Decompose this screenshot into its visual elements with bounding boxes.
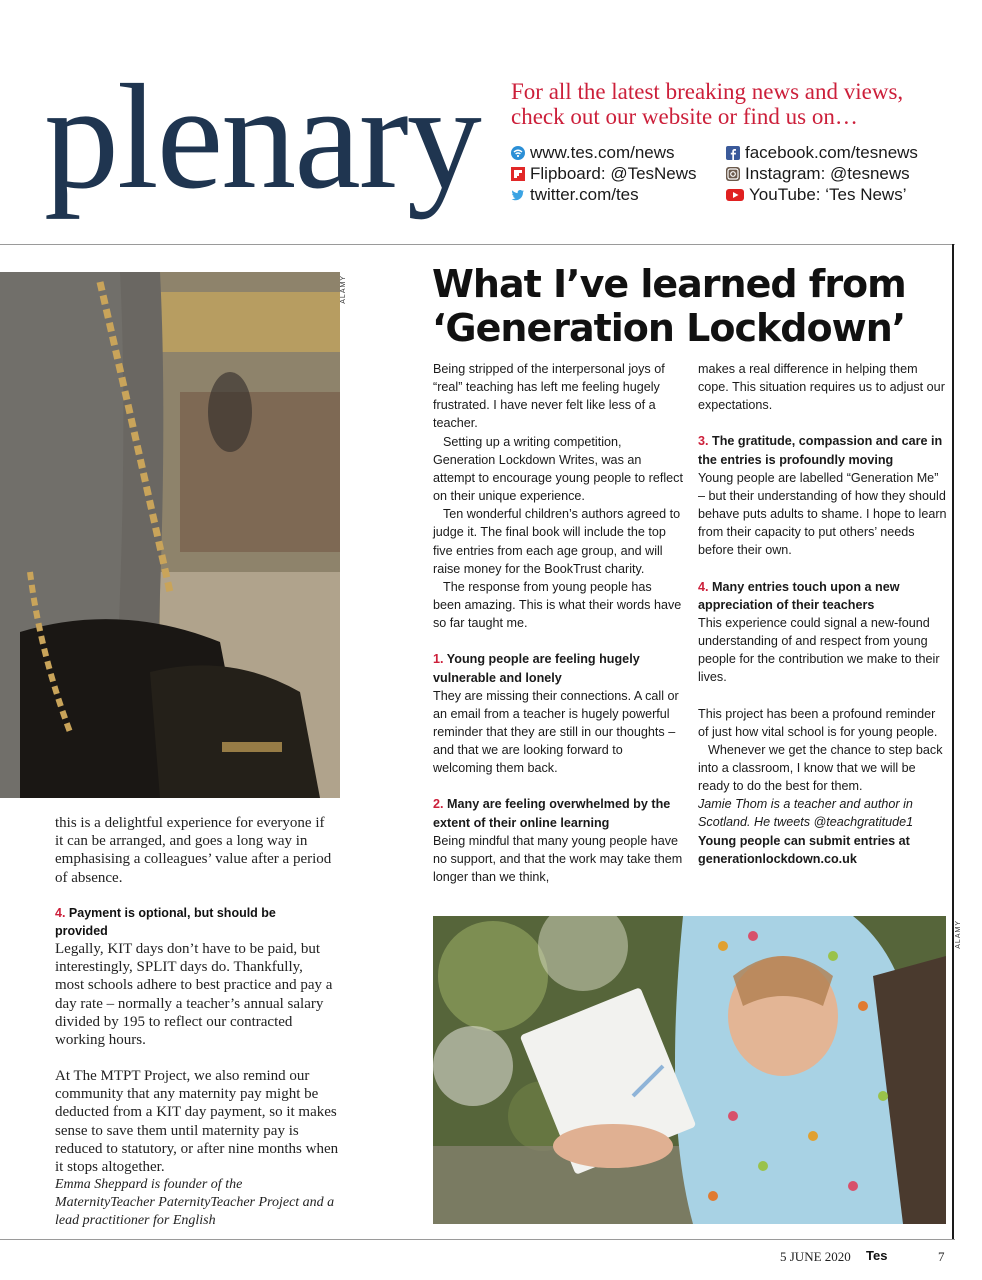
link-youtube-text: YouTube: ‘Tes News’ bbox=[749, 185, 907, 204]
flipboard-icon bbox=[511, 167, 525, 181]
link-flipboard-text: Flipboard: @TesNews bbox=[530, 164, 697, 183]
article-headline: What I’ve learned from ‘Generation Lockdown’ bbox=[432, 262, 906, 350]
link-twitter-text: twitter.com/tes bbox=[530, 185, 639, 204]
youtube-icon bbox=[726, 188, 744, 202]
link-instagram-text: Instagram: @tesnews bbox=[745, 164, 910, 183]
section-4-body: This experience could signal a new-found understanding of and respect from young people for the contribution we make to their lives. bbox=[698, 615, 940, 685]
article-paragraph: Being stripped of the interpersonal joys of “real” teaching has left me feeling hugely frustrated. I have never felt like less of a teacher. bbox=[433, 362, 665, 431]
section-3-heading bbox=[698, 432, 948, 468]
section-4-number: 4. bbox=[698, 579, 709, 594]
section-2-title: Many are feeling overwhelmed by the extent of their online learning bbox=[433, 797, 671, 830]
footer-divider bbox=[0, 1239, 955, 1240]
section-1-number: 1. bbox=[433, 652, 444, 667]
link-twitter[interactable] bbox=[511, 184, 639, 205]
left-intro: this is a delightful experience for everyone if it can be arranged, and goes a long way in emphasising a colleagues’ value after a period of absence. bbox=[55, 815, 332, 886]
article-call-to-action: Young people can submit entries at generationlockdown.co.uk bbox=[698, 833, 910, 866]
link-website[interactable] bbox=[511, 142, 675, 163]
conclusion-paragraph: Whenever we get the chance to step back into a classroom, I know that we will be ready to do the best for them. bbox=[698, 742, 943, 794]
section-3-title: The gratitude, compassion and care in the entries is profoundly moving bbox=[698, 434, 943, 467]
photo-credit-right: ALAMY bbox=[955, 920, 962, 949]
section-masthead: plenary bbox=[44, 54, 480, 220]
left-para-1: Legally, KIT days don’t have to be paid, but interestingly, SPLIT days do. Thankfully, most schools adhere to best practice and pay a day rate – normally a teacher’s annual salary divided by 195 to reflect our contracted working hours. bbox=[55, 941, 333, 1049]
section-4-heading bbox=[698, 578, 948, 614]
photo-girl-writing bbox=[433, 916, 946, 1224]
article-paragraph: The response from young people has been amazing. This is what their words have so far taught me. bbox=[433, 579, 682, 631]
article-border bbox=[952, 244, 954, 1240]
header-tagline: For all the latest breaking news and views, check out our website or find us on… bbox=[511, 79, 904, 129]
link-facebook[interactable] bbox=[726, 142, 918, 163]
article-column-2 bbox=[698, 360, 948, 868]
left-point-4-heading bbox=[55, 904, 305, 940]
page-number: 7 bbox=[938, 1249, 945, 1264]
photo-credit-left: ALAMY bbox=[340, 275, 347, 304]
section-2-number: 2. bbox=[433, 797, 444, 812]
left-byline: Emma Sheppard is founder of the MaternityTeacher PaternityTeacher Project and a lead practitioner for English bbox=[55, 1177, 335, 1229]
section-3-number: 3. bbox=[698, 434, 709, 449]
left-point-4-number: 4. bbox=[55, 906, 66, 920]
article-paragraph: Ten wonderful children’s authors agreed to judge it. The final book will include the top five entries from each age group, and will raise money for the BookTrust charity. bbox=[433, 507, 681, 576]
section-1-title: Young people are feeling hugely vulnerable and lonely bbox=[433, 652, 640, 685]
section-2-body: Being mindful that many young people have no support, and that the work may take them longer than we think, bbox=[433, 833, 683, 885]
section-2-body-continued: makes a real difference in helping them cope. This situation requires us to adjust our expectations. bbox=[698, 362, 945, 413]
link-flipboard[interactable] bbox=[511, 163, 697, 184]
section-2-heading bbox=[433, 795, 683, 831]
link-website-text: www.tes.com/news bbox=[530, 143, 675, 162]
link-instagram[interactable] bbox=[726, 163, 910, 184]
section-1-heading bbox=[433, 650, 683, 686]
facebook-icon bbox=[726, 146, 740, 160]
article-paragraph: Setting up a writing competition, Generation Lockdown Writes, was an attempt to encourage young people to reflect on their unique experience. bbox=[433, 434, 683, 504]
left-para-2: At The MTPT Project, we also remind our community that any maternity pay might be deducted from a KIT day payment, so it makes sense to save them until maternity pay is reduced to statutory, or after nine months when it stops altogether. bbox=[55, 1068, 339, 1176]
article-column-1 bbox=[433, 360, 683, 886]
left-point-4-title: Payment is optional, but should be provided bbox=[55, 906, 276, 938]
article-byline: Jamie Thom is a teacher and author in Scotland. He tweets @teachgratitude1 bbox=[698, 797, 914, 830]
instagram-icon bbox=[726, 167, 740, 181]
footer-date: 5 JUNE 2020 bbox=[780, 1249, 851, 1264]
section-4-title: Many entries touch upon a new appreciation of their teachers bbox=[698, 579, 900, 612]
conclusion-paragraph: This project has been a profound reminder of just how vital school is for young people. bbox=[698, 706, 938, 739]
link-youtube[interactable] bbox=[726, 184, 907, 205]
link-facebook-text: facebook.com/tesnews bbox=[745, 143, 918, 162]
photo-handbag bbox=[0, 272, 340, 798]
section-1-body: They are missing their connections. A call or an email from a teacher is hugely powerful reminder that they are still in our thoughts – and that we are looking forward to welcoming them back. bbox=[433, 688, 679, 776]
wifi-icon bbox=[511, 146, 525, 160]
header-divider bbox=[0, 244, 955, 245]
footer-brand: Tes bbox=[866, 1248, 888, 1263]
section-3-body: Young people are labelled “Generation Me” – but their understanding of how they should behave puts adults to shame. I hope to learn from their capacity to put others’ needs before their own. bbox=[698, 470, 947, 558]
twitter-icon bbox=[511, 188, 525, 202]
